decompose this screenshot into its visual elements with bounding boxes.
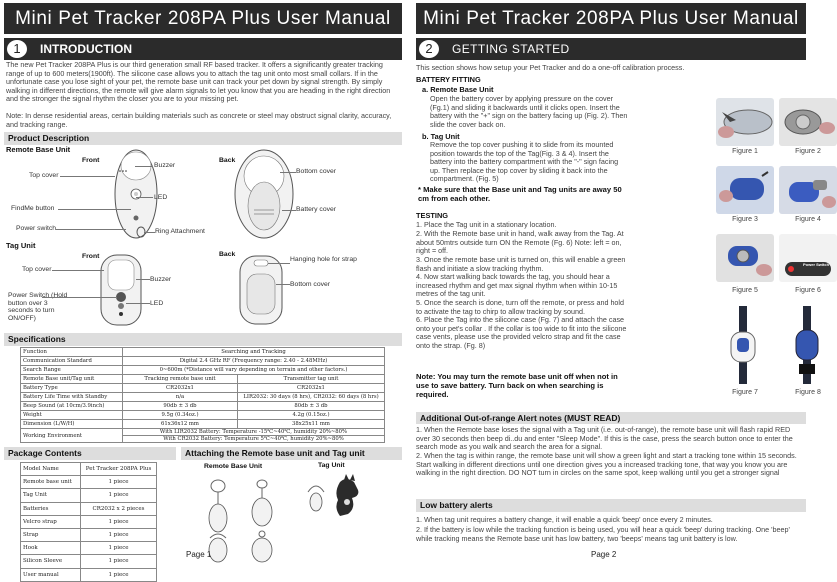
attach-tag-label: Tag Unit — [318, 462, 345, 469]
figure-6-image — [779, 234, 837, 282]
section-header-introduction — [4, 38, 402, 60]
power-switch-label: Power switch — [16, 225, 57, 232]
note-paragraph: Note: In dense residential areas, certain building materials such as concrete or steel may obstruct signal clarity, accuracy, and tracking range. — [6, 111, 392, 129]
tag-unit-heading: Tag Unit — [6, 241, 36, 250]
page-title: Mini Pet Tracker 208PA Plus User Manual — [4, 3, 402, 34]
table-row: Battery Type CR2032x1 CR2032x1 — [21, 384, 385, 393]
package-table — [20, 462, 157, 582]
tag-unit-heading: b. Tag Unit — [422, 132, 460, 141]
tag-top-cover-label: Top cover — [22, 266, 52, 273]
table-row: Function Searching and Tracking — [21, 348, 385, 357]
manual-page-2 — [404, 0, 830, 577]
figure-5-image — [716, 234, 774, 282]
figure-8-caption: Figure 8 — [795, 389, 821, 396]
attach-remote-illustration — [200, 472, 290, 564]
figure-6-caption: Figure 6 — [795, 287, 821, 294]
figure-1-caption: Figure 1 — [732, 148, 758, 155]
power-switch-caption: Power Switch — [803, 262, 830, 267]
alert-item-2: 2. When the tag is within range, the remote base unit will show a green light and start a tracking tone within 15 seconds. Start walking in different directions until one direction gives you a increased tracking tone, that way you know you are walking in the right direction. DO NOT turn in circles on the same spot, keep walking until you get a stronger signal — [416, 451, 797, 478]
figure-4-image — [779, 166, 837, 214]
attach-tag-illustration — [300, 472, 380, 530]
intro-paragraph: The new Pet Tracker 208PA Plus is our third generation small RF based tracker. It offers a significantly greater tracking range of up to 600 meters(1900ft). The silicone case allows you to attach the tag unit onto most small collars. If in the unfortunate case you lose sight of your pet, the remote base unit can track your pet down by signal strength. By simply walking in different directions, the remote will give alarm signals to let you know that you are heading in the right direction and the stronger the signal rhythm the closer you are to your missing pet. — [6, 60, 391, 104]
section-number: 1 — [7, 40, 27, 58]
attach-remote-label: Remote Base Unit — [204, 463, 263, 470]
page-number: Page 1 — [186, 550, 212, 559]
figure-5-caption: Figure 5 — [732, 287, 758, 294]
testing-heading: TESTING — [416, 211, 449, 220]
list-item: 6. Place the Tag into the silicone case (Fg. 7) and attach the case onto your pet's collar . If the collar is too wide to fit into the silicone case vents, please use the provided velcro strap and fit the case onto the strap. (Fg. 8) — [416, 315, 627, 350]
testing-steps — [416, 221, 630, 351]
attaching-heading: Attaching the Remote base unit and Tag unit — [181, 447, 402, 460]
figure-7-caption: Figure 7 — [732, 389, 758, 396]
package-contents-heading: Package Contents — [4, 447, 176, 460]
page-title: Mini Pet Tracker 208PA Plus User Manual — [416, 3, 806, 34]
table-row: With CR2032 Battery: Temperature 5℃~40℃, humidity 20%~80% — [21, 436, 385, 443]
power-save-note: Note: You may turn the remote base unit off when not in use to save battery. Turn back on when searching is required. — [416, 372, 618, 399]
table-row: Communication Standard Digital 2.4 GHz RF (Frequency range: 2.40 - 2.48MHz) — [21, 357, 385, 366]
tag-unit-text: Remove the top cover pushing it to slide from its mounted position towards the top of the Tag(Fig. 3 & 4). Insert the battery into the battery compartment with the "-" sign facing up. Then replace the top cover by sliding it back into the compartment. (Fig. 5) — [430, 140, 619, 184]
table-row: Search Range 0~600m (*Distance will vary depending on terrain and other factors.) — [21, 366, 385, 375]
table-row: Model Name Pet Tracker 208PA Plus — [21, 463, 157, 476]
figure-2-image — [779, 98, 837, 146]
section-header-getting-started — [416, 38, 806, 60]
list-item: 5. Once the search is done, turn off the remote, or press and hold to activate the tag to chirp to allow tracking by sound. — [416, 298, 625, 316]
section-label: INTRODUCTION — [40, 42, 132, 56]
getting-started-intro: This section shows how setup your Pet Tracker and do a one-off calibration process. — [416, 63, 685, 72]
figure-3-caption: Figure 3 — [732, 216, 758, 223]
ring-attachment-label: Ring Attachment — [155, 228, 205, 235]
low-battery-item-1: 1. When tag unit requires a battery change, it will enable a quick 'beep' once every 2 minutes. — [416, 515, 713, 524]
buzzer-label: Buzzer — [154, 162, 176, 169]
tag-led-label: LED — [150, 300, 164, 307]
list-item: 2. With the Remote base unit in hand, walk away from the Tag. At about 50mtrs outside turn ON the Remote (Fg. 6) Note: left = on, right = off. — [416, 229, 624, 256]
battery-fitting-heading: BATTERY FITTING — [416, 75, 481, 84]
tag-power-switch-label: Power Switch (Hold button over 3 seconds to turn ON/OFF) — [8, 292, 68, 322]
figure-3-image — [716, 166, 774, 214]
table-row: User manual 1 piece — [21, 568, 157, 581]
page-number: Page 2 — [591, 550, 617, 559]
list-item: 3. Once the remote base unit is turned on, this will enable a green flash and initiate a slow tracking rhythm. — [416, 255, 626, 273]
battery-cover-label: Battery cover — [296, 206, 337, 213]
spec-table — [20, 347, 385, 443]
hanging-hole-label: Hanging hole for strap — [290, 256, 357, 263]
table-row: Velcro strap 1 piece — [21, 515, 157, 528]
table-row: Strap 1 piece — [21, 528, 157, 541]
table-row: Batteries CR2032 x 2 pieces — [21, 502, 157, 515]
tag-buzzer-label: Buzzer — [150, 276, 172, 283]
table-row: Weight 9.5g (0.34oz.) 4.2g (0.15oz.) — [21, 411, 385, 420]
table-row: Battery Life Time with Standby n/a LIR2032: 30 days (8 hrs), CR2032: 60 days (8 hrs) — [21, 393, 385, 402]
list-item: 1. Place the Tag unit in a stationary location. — [416, 220, 557, 229]
low-battery-item-2: 2. If the battery is low while the tracking function is being used, you will hear a quick 'beep' during tracking. One 'beep' while tracking means the Remote base unit has low battery, two 'beeps' means tag unit battery is low. — [416, 525, 790, 543]
top-cover-label: Top cover — [29, 172, 59, 179]
figure-2-caption: Figure 2 — [795, 148, 821, 155]
tag-front-label: Front — [82, 253, 100, 260]
tag-back-label: Back — [219, 251, 236, 258]
section-number: 2 — [419, 40, 439, 58]
table-row: Beep Sound (at 10cm/3.9inch) 90db ± 3 db 80db ± 3 db — [21, 402, 385, 411]
manual-page-1 — [0, 0, 404, 577]
remote-base-unit-heading: Remote Base Unit — [6, 145, 71, 154]
table-row: Silicon Sleeve 1 piece — [21, 555, 157, 568]
list-item: 4. Now start walking back towards the tag, you should hear a increased rhythm and get max signal rhythm when within 10-15 metres of the tag unit. — [416, 272, 618, 299]
table-row: Remote Base unit/Tag unit Tracking remote base unit Transmitter tag unit — [21, 375, 385, 384]
distance-warning: * Make sure that the Base unit and Tag units are away 50 cm from each other. — [418, 185, 622, 203]
table-row: Tag Unit 1 piece — [21, 489, 157, 502]
bottom-cover-label: Bottom cover — [296, 168, 337, 175]
product-description-heading: Product Description — [4, 132, 402, 145]
figure-8-image — [779, 304, 837, 386]
table-row: Working Environment With LIR2032 Battery: Temperature -15℃~40℃, humidity 20%~80% — [21, 429, 385, 436]
led-label: LED — [154, 194, 168, 201]
alert-item-1: 1. When the Remote base loses the signal with a Tag unit (i.e. out-of-range), the remote base unit will flash rapid RED over 30 seconds then beep di..du and enter "Sleep Mode". If this is the case, press the search button once to enter the search mode as you walk and search the area for a signal. — [416, 425, 793, 452]
table-row: Remote base unit 1 piece — [21, 476, 157, 489]
findme-button-label: FindMe button — [11, 205, 55, 212]
remote-front-label: Front — [82, 157, 100, 164]
remote-back-label: Back — [219, 157, 236, 164]
remote-base-heading: a. Remote Base Unit — [422, 85, 494, 94]
tag-bottom-cover-label: Bottom cover — [290, 281, 331, 288]
low-battery-heading: Low battery alerts — [416, 499, 806, 512]
specifications-heading: Specifications — [4, 333, 402, 346]
tag-front-illustration — [98, 252, 144, 328]
ring-illustration — [132, 226, 152, 240]
figure-7-image — [716, 304, 774, 386]
remote-base-text: Open the battery cover by applying pressure on the cover (Fg.1) and sliding it backwards until it clicks open. Insert the battery with the "+" sign on the battery facing up (Fig. 2). Then slide the cover back on. — [430, 94, 628, 129]
remote-back-illustration — [232, 148, 296, 242]
section-label: GETTING STARTED — [452, 42, 570, 56]
table-row: Dimension (L/W/H) 61x36x12 mm 38x25x11 mm — [21, 420, 385, 429]
figure-4-caption: Figure 4 — [795, 216, 821, 223]
figure-1-image — [716, 98, 774, 146]
table-row: Hook 1 piece — [21, 542, 157, 555]
out-of-range-heading: Additional Out-of-range Alert notes (MUST READ) — [416, 412, 806, 424]
